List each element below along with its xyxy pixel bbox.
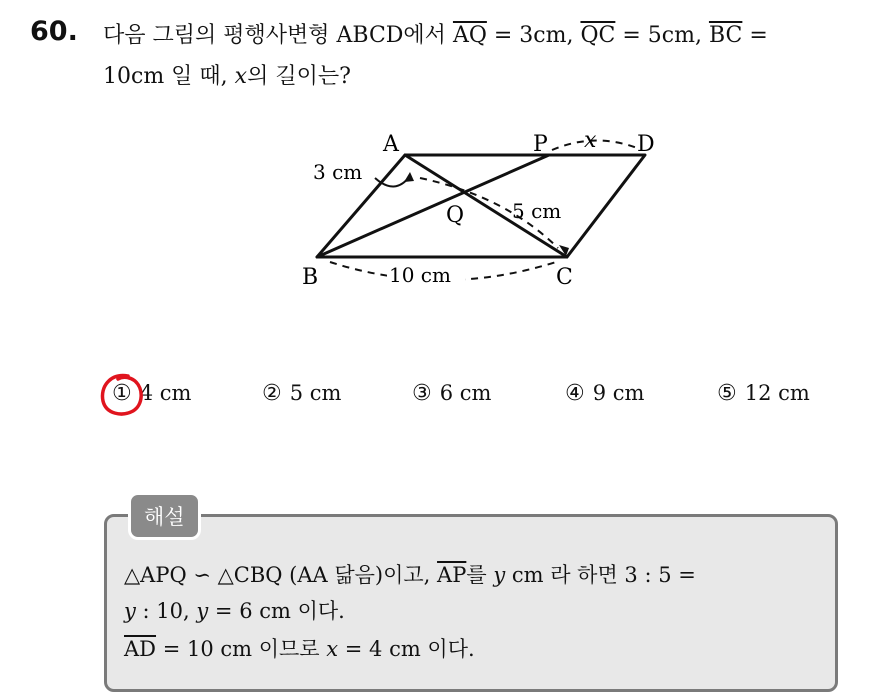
length-aq-label: 3 cm <box>313 160 363 184</box>
segment-ad: $\overline{AD}$ <box>124 637 157 661</box>
explanation-line-1: △APQ ∽ △CBQ (AA 닮음)이고, $\overline{AP}$를 y cm 라 하면 3 : 5 = <box>124 563 696 587</box>
option-3[interactable] <box>412 381 491 406</box>
variable-x: x <box>326 637 339 661</box>
vertex-b-label: B <box>302 265 319 290</box>
parallelogram-figure <box>290 118 690 296</box>
segment-qc: $\overline{QC}$ <box>580 23 616 48</box>
question-line-2: 10cm 일 때, x의 길이는? <box>103 64 351 89</box>
vertex-a-label: A <box>383 132 399 157</box>
option-text: 5 cm <box>289 381 342 405</box>
option-number: ④ <box>565 381 585 406</box>
vertex-d-label: D <box>637 132 655 157</box>
segment-bc: $\overline{BC}$ <box>708 23 743 48</box>
option-number: ② <box>262 381 282 406</box>
option-number: ③ <box>412 381 432 406</box>
option-text: 4 cm <box>139 381 192 405</box>
variable-x: x <box>234 64 248 89</box>
parallelogram-abcd <box>317 155 645 257</box>
option-text: 9 cm <box>592 381 645 405</box>
point-p-label: P <box>533 132 548 157</box>
option-text: 12 cm <box>744 381 810 405</box>
variable-y: y <box>124 599 136 623</box>
variable-x: x <box>584 128 597 153</box>
explanation-tag: 해설 <box>128 492 201 540</box>
variable-y: y <box>493 563 506 587</box>
option-number: ① <box>112 381 132 406</box>
question-number: 60. <box>30 16 78 47</box>
dashed-arc-pd <box>552 141 642 151</box>
length-bc-label: 10 cm <box>389 263 451 287</box>
point-q-label: Q <box>446 203 465 228</box>
option-5[interactable] <box>717 381 810 406</box>
question-text: 다음 그림의 평행사변형 ABCD에서 <box>103 23 453 48</box>
arrowhead-icon <box>404 172 414 182</box>
answer-circle-mark <box>98 370 148 420</box>
option-text: 6 cm <box>439 381 492 405</box>
explanation-line-2: y : 10, y = 6 cm 이다. <box>124 599 345 623</box>
variable-y: y <box>196 599 209 623</box>
vertex-c-label: C <box>556 265 573 290</box>
option-4[interactable] <box>565 381 644 406</box>
option-number: ⑤ <box>717 381 737 406</box>
segment-ap: $\overline{AP}$ <box>437 563 467 587</box>
question-line-1: 다음 그림의 평행사변형 ABCD에서 $\overline{AQ} = 3cm$, $\overline{QC} = 5cm$, $\overline{BC}$ = <box>103 23 768 48</box>
option-2[interactable] <box>262 381 341 406</box>
segment-aq: $\overline{AQ}$ <box>452 23 487 48</box>
length-qc-label: 5 cm <box>512 199 562 223</box>
explanation-line-3: $\overline{AD} = 10$ cm 이므로 x = 4 cm 이다. <box>124 637 475 661</box>
